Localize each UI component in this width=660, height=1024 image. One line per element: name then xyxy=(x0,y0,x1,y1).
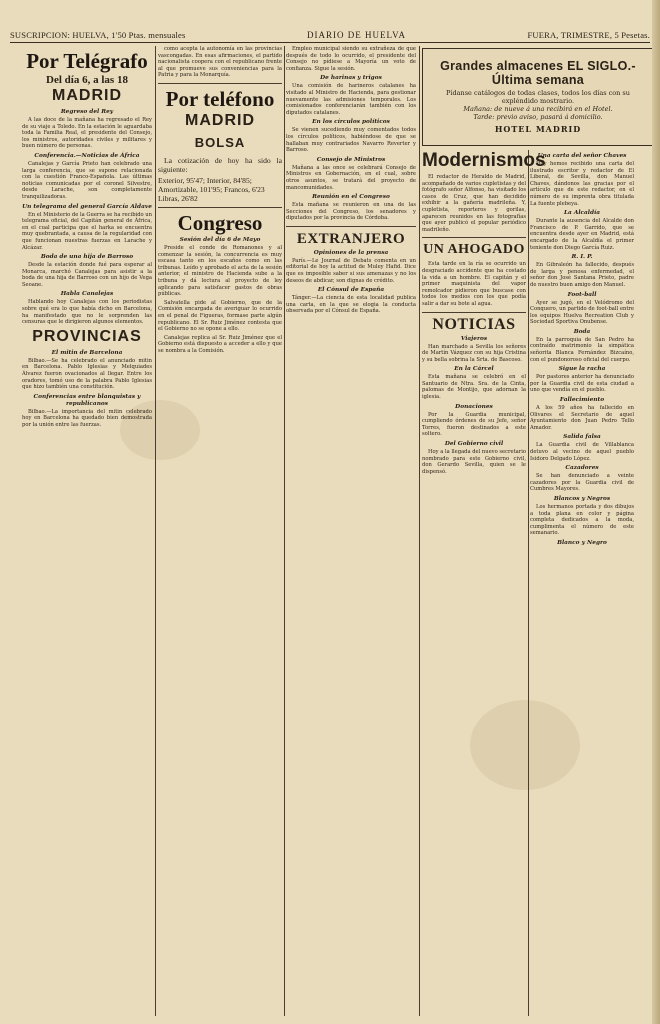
news-headline: Consejo de Ministros xyxy=(316,156,386,163)
newspaper-name: DIARIO DE HUELVA xyxy=(306,30,406,40)
news-headline: Regreso del Rey xyxy=(60,109,114,115)
news-paragraph: Esta mañana se celebró en el Santuario de Ntra. Sra. de la Cinta, palomas de Montijo, que adornan la iglesia. xyxy=(422,374,526,401)
dateline-provincias: PROVINCIAS xyxy=(32,327,142,345)
news-headline: Un telegrama del general García Aldave xyxy=(22,203,152,210)
bolsa-quote-line: Amortizable, 101'95; Francos, 6'23 xyxy=(158,184,265,194)
news-paragraph: A los 59 años ha fallecido en Olivares el Secretario de aquel Ayuntamiento don Juan Pedro Tello Amador. xyxy=(530,405,634,431)
column-politica xyxy=(286,46,416,1016)
divider xyxy=(158,83,282,84)
news-paragraph: El redactor de Heraldo de Madrid, acompañado de varios cupletistas y del fotógrafo señor Alfonso, ha visitado los casos de Cruz, que han decidido exhibir a la gañería madrileña. Y, cupletista, reporteros y gorilas, aparecen reunidos en las fotografías que ayer publicó el popular periódico madrileño. xyxy=(422,174,526,233)
news-headline: Una carta del señor Chaves xyxy=(537,153,627,159)
news-headline: Sigue la racha xyxy=(558,366,606,373)
news-headline: Conferencias entre blanquistas y republicanos xyxy=(33,393,141,407)
news-paragraph: Canalejas y García Prieto han celebrado una larga conferencia, que se supone relacionada con la cuestión Franco-Española. Las últimas noticias comunicadas por el coronel Silvestre, desde Larache, son completamente tranquilizadoras. xyxy=(22,160,152,200)
news-headline: Reunión en el Congreso xyxy=(312,194,390,201)
section-title-noticias: NOTICIAS xyxy=(432,315,516,333)
footer-heading: Blanco y Negro xyxy=(557,539,607,546)
page-edge xyxy=(652,0,660,1024)
news-headline: Salida falsa xyxy=(563,434,601,441)
news-paragraph: Los hermanos portada y dos dibujos a toda plana en color y página completa dedicados a la moda, cumplimenta el número de este semanario. xyxy=(530,503,634,537)
news-headline: Fallecimiento xyxy=(559,397,605,404)
news-paragraph: En el Ministerio de la Guerra se ha recibido un telegrama oficial, del Capitán general de África, en el cual participa que el harka se encuentra muy quebrantada, a causa de la regularidad con que funcionan nuestras fuerzas en Larache y Alcázar. xyxy=(22,211,152,251)
news-headline: Habla Canalejas xyxy=(60,291,114,298)
news-headline: El mitin de Barcelona xyxy=(51,349,123,356)
news-paragraph: La Guardia civil de Villablanca detuvo al vecino de aquel pueblo Isidoro Delgado López. xyxy=(530,442,634,462)
bolsa-intro: La cotización de hoy ha sido la siguiente: xyxy=(158,155,282,174)
news-paragraph: París.—Le Journal de Debats comenta en un editorial de hoy la actitud de Muley Hafid. Dice que es imposible saber si sus amenazas y no los deseos de abdicar, son dignas de crédito. xyxy=(286,257,416,284)
news-headline: Cazadores xyxy=(565,465,599,472)
news-headline: Sesión del día 6 de Mayo xyxy=(179,236,261,243)
ad-line: Tarde: previo aviso, pasará á domicilio. xyxy=(473,113,603,121)
news-paragraph: como acepta la autonomía en las provincias vascongadas. En esas afirmaciones, el partido nacionalista coopera con el republicano frente al que promueve sus conveniencias para la Patria y para la Monarquía. xyxy=(158,46,282,79)
dateline-city: MADRID xyxy=(52,87,122,104)
section-title-extranjero: EXTRANJERO xyxy=(296,230,406,247)
column-rule xyxy=(528,150,529,1016)
news-paragraph: Salvatella pide al Gobierno, que de la Comisión encargada de averiguar lo ocurrido en el penal de Figueras, formase parte algún republicano. El Sr. Ruiz Jiménez contesta que el Gobierno no se opone a ello. xyxy=(158,299,282,333)
news-paragraph: Una comisión de harineros catalanes ha visitado al Ministro de Hacienda, para gestionar nuevamente las admisiones temporales. Los comisionados conferenciarán también con los diputados catalanes. xyxy=(286,83,416,116)
section-title-congreso: Congreso xyxy=(177,210,263,235)
news-paragraph: Por pastores anterior ha denunciado por la Guardia civil de esta ciudad a uno que vendía en el pueblo. xyxy=(530,374,634,394)
bolsa-quotes xyxy=(158,176,282,203)
news-items xyxy=(286,250,416,315)
news-paragraph: Tánger.—La ciencia de esta localidad publica una carta, en la que se elogia la conducta observada por el Cónsul de España. xyxy=(286,295,416,315)
ad-line: Pídanse catálogos de todas clases, todos los días con su expléndido mostrario. xyxy=(446,89,630,105)
subscription-local: SUSCRIPCION: HUELVA, 1'50 Ptas. mensuales xyxy=(10,30,186,40)
news-paragraph: En Gibraleón ha fallecido, después de larga y penosa enfermedad, el señor don José Santana Prieto, padre de nuestro buen amigo don Manuel. xyxy=(530,262,634,288)
column-telegrafo xyxy=(22,46,152,1016)
column-rule xyxy=(284,46,285,1016)
news-headline: Conferencia.—Noticias de África xyxy=(34,152,140,159)
news-headline: Donaciones xyxy=(455,403,493,410)
news-paragraph: Durante la ausencia del Alcalde don Francisco de P. Garrido, que se encuentra desde ayer en Madrid, está encargado de la Alcaldía el primer teniente don Diego García Ruiz. xyxy=(530,218,634,251)
section-title-modernismos: Modernismos xyxy=(422,150,546,171)
news-headline: La Alcaldía xyxy=(563,210,601,217)
news-headline: En los círculos políticos xyxy=(312,119,390,126)
news-paragraph: Bilbao.—Se ha celebrado el anunciado mitin en Barcelona. Pablo Iglesias y Melquiades Álvarez fueron ovacionados al llegar. Entre los oradores, tomó uso de la palabra Pablo Iglesias que hizo también una constitución. xyxy=(22,357,152,391)
telegram-date: Del día 6, a las 18 xyxy=(46,74,128,86)
news-paragraph: Mañana a las once se celebrará Consejo de Ministros en Gobernación, en el cual, sobre otros asuntos, se tratará del proyecto de mancomunidades. xyxy=(286,164,416,191)
column-local xyxy=(530,150,634,1016)
news-headline: En la Cárcel xyxy=(454,366,494,373)
column-rule xyxy=(155,46,156,1016)
news-items xyxy=(158,237,282,355)
news-paragraph: Por la Guardia municipal, cumpliendo órdenes de su Jefe, señor Torres, fueron destinados a este soltero. xyxy=(422,411,526,438)
news-headline: Opiniones de la prensa xyxy=(313,249,389,256)
column-telefono xyxy=(158,46,282,1016)
news-headline: El Cónsul de España xyxy=(317,287,385,294)
ad-title: Grandes almacenes EL SIGLO.- Última semana xyxy=(440,59,636,87)
subscription-outside: FUERA, TRIMESTRE, 5 Pesetas. xyxy=(527,30,650,40)
news-paragraph: Canalejas replica al Sr. Ruiz Jiménez que el Gobierno está dispuesto a acceder a ello y que se nombra a la Comisión. xyxy=(158,334,282,354)
divider xyxy=(422,237,526,238)
news-paragraph: Esta tarde en la ría se ocurrido un desgraciado accidente que ha costado la vida a un hombre. El capitán y el primer maquinista del vapor remolcador pidieron que buscase con todos los medios con los que podía salir a dar su bote al agua. xyxy=(422,261,526,307)
column-modernismos xyxy=(422,150,546,1016)
news-headline: Foot-ball xyxy=(567,291,597,298)
bolsa-heading: BOLSA xyxy=(194,134,246,150)
news-paragraph: Hablando hoy Canalejas con los periodistas sobre qué era lo que había dicho en Barcelona, ha manifestado que no le sorprenden las censuras que le dirigieron algunos elementos. xyxy=(22,299,152,326)
news-paragraph: Hoy a la llegada del nuevo secretario nombrado para este Gobierno civil, don Gerardo Sevilla, quien se le dispensó. xyxy=(422,449,527,475)
dateline-city: MADRID xyxy=(185,111,255,129)
news-headline: Boda de una hija de Barroso xyxy=(40,254,134,261)
news-headline: R. I. P. xyxy=(571,254,593,261)
column-rule xyxy=(419,46,420,1016)
news-items xyxy=(530,153,634,537)
section-title-ahogado: UN AHOGADO xyxy=(423,242,525,258)
news-paragraph: Ayer se jugó, en el Velódromo del Conquero, un partido de foot-ball entre los equipos Huelva Recreation Club y Sociedad Sportiva Onubense. xyxy=(530,299,634,326)
section-title-telefono: Por teléfono xyxy=(165,86,275,111)
news-paragraph: Se han denunciado a veinte cazadores por la Guardia civil de Cumbres Mayores. xyxy=(530,473,634,493)
news-paragraph: En la parroquia de San Pedro ha contraído matrimonio la simpática señorita Blanca Fernández Bizcaíno, con el pundonoroso oficial del cuerpo. xyxy=(530,336,634,363)
news-items xyxy=(22,350,152,429)
news-paragraph: Empleo municipal siendo su extrañeza de que después de todo lo ocurrido, el presidente del Consejo no pídiese a Mayoría un voto de confianza. Sigue la sesión. xyxy=(286,46,416,72)
news-headline: Blancos y Negros xyxy=(553,495,611,502)
bolsa-quote-line: Libras, 26'82 xyxy=(158,193,198,203)
news-items xyxy=(422,336,526,476)
section-title-telegrafo: Por Telégrafo xyxy=(26,49,148,73)
news-headline: Del Gobierno civil xyxy=(444,441,504,448)
divider xyxy=(422,312,526,313)
news-paragraph: A las doce de la mañana ha regresado el Rey de su viaje a Toledo. En la estación le aguardaba toda la Familia Real, el presidente del Consejo, los ministros, autoridades civiles y militares y buen número de personas. xyxy=(22,117,152,150)
divider xyxy=(158,207,282,208)
news-items xyxy=(22,109,152,326)
news-paragraph: Preside el conde de Romanones y al comenzar la sesión, la concurrencia es muy escasa tanto en los escaños como en las tribunas. Leído y aprobado el acta de la sesión anterior, el ministro de Hacienda sube a la tribuna y dá lectura al proyecto de ley aplicando para satisfacer gastos de obras públicas. xyxy=(158,244,282,298)
news-paragraph: Hoy hemos recibido una carta del ilustrado escritor y redactor de El Liberal, de Sevilla, don Manuel Chaves, dándonos las gracias por el artículo que de este redactor, en el número de su imprenta obra titulada La fuente plebeya. xyxy=(530,161,634,207)
news-items xyxy=(286,75,416,222)
masthead-bar xyxy=(10,28,650,43)
ad-line: Mañana: de nueve á una recibirá en el Hotel. xyxy=(463,105,613,113)
advertisement-el-siglo xyxy=(422,48,654,146)
divider xyxy=(286,226,416,227)
news-headline: Boda xyxy=(573,328,591,335)
news-headline: De harinas y trigos xyxy=(320,75,382,82)
ad-signature: HOTEL MADRID xyxy=(494,124,582,134)
news-paragraph: Esta mañana se reunieron en una de las Secciones del Congreso, los senadores y diputados por la provincia de Córdoba. xyxy=(286,202,416,222)
news-paragraph: Bilbao.—La importancia del mitin celebrado hoy en Barcelona ha quedado bien demostrada por la unión entre las fuerzas. xyxy=(22,408,152,428)
news-headline: Viajeros xyxy=(460,335,488,342)
news-paragraph: Desde la estación donde fué para esperar al Monarca, marchó Canalejas para asistir a la boda de una hija de Barroso con un hijo de Vega Seoane. xyxy=(22,262,152,288)
news-paragraph: Se vienen sucediendo muy comentados todos los círculos políticos, habiéndose de que se hallaban muy contrariados Navarro Reverter y Barroso. xyxy=(286,127,416,154)
news-paragraph: Han marchado a Sevilla los señores de Martín Vázquez con su hija Cristina y su bella sobrina la Srta. de Bascoso. xyxy=(422,343,526,363)
bolsa-quote-line: Exterior, 95'47; Interior, 84'85; xyxy=(158,175,252,185)
